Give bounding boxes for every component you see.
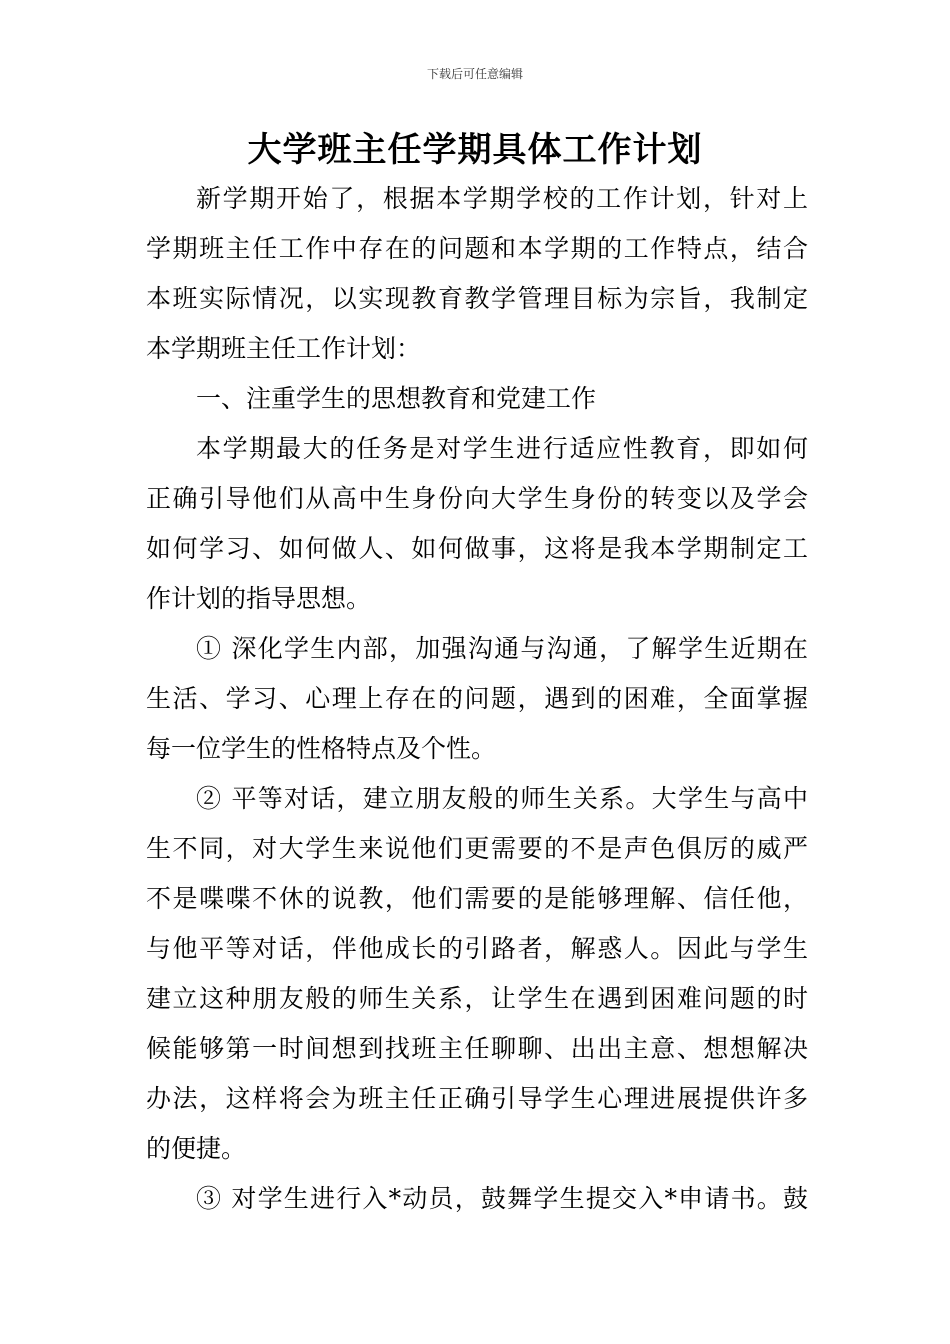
- list-item-line: ③ 对学生进行入*动员，鼓舞学生提交入*申请书。鼓: [196, 1184, 808, 1213]
- paragraph-line: 学期班主任工作中存在的问题和本学期的工作特点，结合: [146, 234, 808, 263]
- list-item-line: 不是喋喋不休的说教，他们需要的是能够理解、信任他，: [146, 884, 808, 913]
- paragraph-line: 本学期最大的任务是对学生进行适应性教育，即如何: [196, 434, 808, 463]
- list-item-line: 候能够第一时间想到找班主任聊聊、出出主意、想想解决: [146, 1034, 808, 1063]
- list-item-line: 生不同，对大学生来说他们更需要的不是声色俱厉的威严: [146, 834, 808, 863]
- list-item-line: ② 平等对话，建立朋友般的师生关系。大学生与高中: [196, 784, 808, 813]
- paragraph-line: 本学期班主任工作计划：: [146, 334, 422, 363]
- list-item-line: 每一位学生的性格特点及个性。: [146, 734, 497, 763]
- paragraph-line: 正确引导他们从高中生身份向大学生身份的转变以及学会: [146, 484, 808, 513]
- list-item-line: ① 深化学生内部，加强沟通与沟通，了解学生近期在: [196, 634, 808, 663]
- list-item-line: 生活、学习、心理上存在的问题，遇到的困难，全面掌握: [146, 684, 808, 713]
- list-item-line: 的便捷。: [146, 1134, 247, 1163]
- document-title: 大学班主任学期具体工作计划: [247, 130, 703, 170]
- section-heading: 一、注重学生的思想教育和党建工作: [196, 384, 597, 413]
- list-item-line: 建立这种朋友般的师生关系，让学生在遇到困难问题的时: [146, 984, 808, 1013]
- paragraph-line: 本班实际情况，以实现教育教学管理目标为宗旨，我制定: [146, 284, 808, 313]
- list-item-line: 办法，这样将会为班主任正确引导学生心理进展提供许多: [146, 1084, 808, 1113]
- list-item-line: 与他平等对话，伴他成长的引路者，解惑人。因此与学生: [146, 934, 808, 963]
- paragraph-line: 作计划的指导思想。: [146, 584, 372, 613]
- paragraph-line: 新学期开始了，根据本学期学校的工作计划，针对上: [196, 184, 808, 213]
- paragraph-line: 如何学习、如何做人、如何做事，这将是我本学期制定工: [146, 534, 808, 563]
- header-note: 下载后可任意编辑: [426, 67, 523, 81]
